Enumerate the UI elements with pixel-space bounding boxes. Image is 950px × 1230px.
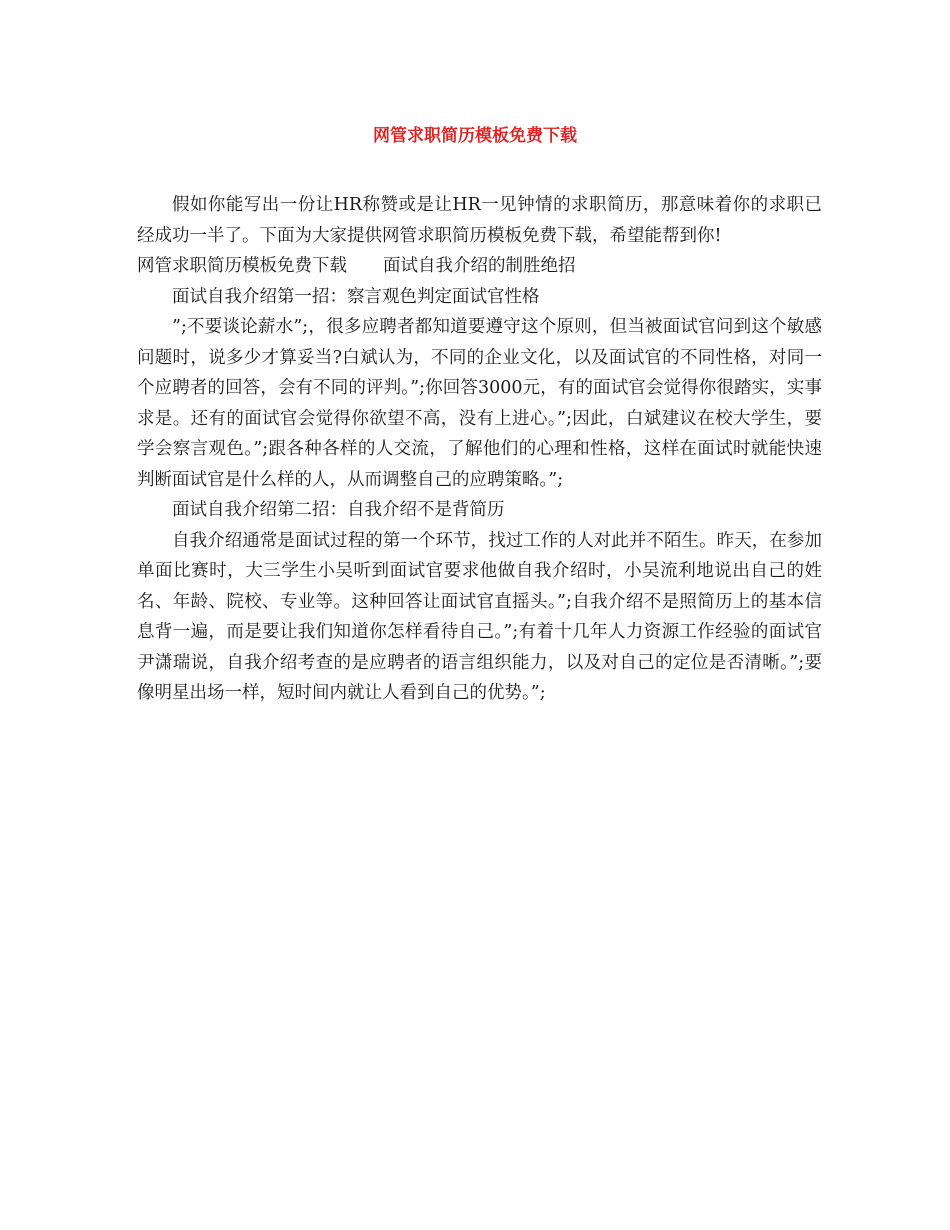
intro-paragraph: 假如你能写出一份让HR称赞或是让HR一见钟情的求职简历，那意味着你的求职已经成功一半了。下面为大家提供网管求职简历模板免费下载，希望能帮到你!: [137, 195, 822, 246]
section-paragraph-1: ”;不要谈论薪水”;，很多应聘者都知道要遵守这个原则，但当被面试官问到这个敏感问题时，说多少才算妥当?白斌认为，不同的企业文化，以及面试官的不同性格，对同一个应聘者的回答，会有不同的评判。”;你回答3000元，有的面试官会觉得你很踏实，实事求是。还有的面试官会觉得你欲望不高，没有上进心。”;因此，白斌建议在校大学生，要学会察言观色。”;跟各种各样的人交流，了解他们的心理和性格，这样在面试时就能快速判断面试官是什么样的人，从而调整自己的应聘策略。”;: [137, 317, 822, 490]
section-heading-1: 面试自我介绍第一招：察言观色判定面试官性格: [172, 286, 540, 307]
section-heading-2: 面试自我介绍第二招：自我介绍不是背简历: [172, 500, 505, 520]
section-paragraph-2: 自我介绍通常是面试过程的第一个环节，找过工作的人对此并不陌生。昨天，在参加单面比赛时，大三学生小吴听到面试官要求他做自我介绍时，小吴流利地说出自己的姓名、年龄、院校、专业等。这种回答让面试官直摇头。”;自我介绍不是照简历上的基本信息背一遍，而是要让我们知道你怎样看待自己。”;有着十几年人力资源工作经验的面试官尹潇瑞说，自我介绍考查的是应聘者的语言组织能力，以及对自己的定位是否清晰。”;要像明星出场一样，短时间内就让人看到自己的优势。”;: [137, 530, 822, 703]
document-body: [137, 190, 822, 709]
subline-right: 面试自我介绍的制胜绝招: [383, 256, 576, 276]
subline: [137, 251, 822, 282]
document-title: 网管求职简历模板免费下载: [373, 126, 577, 146]
subline-left: 网管求职简历模板免费下载: [137, 256, 347, 276]
